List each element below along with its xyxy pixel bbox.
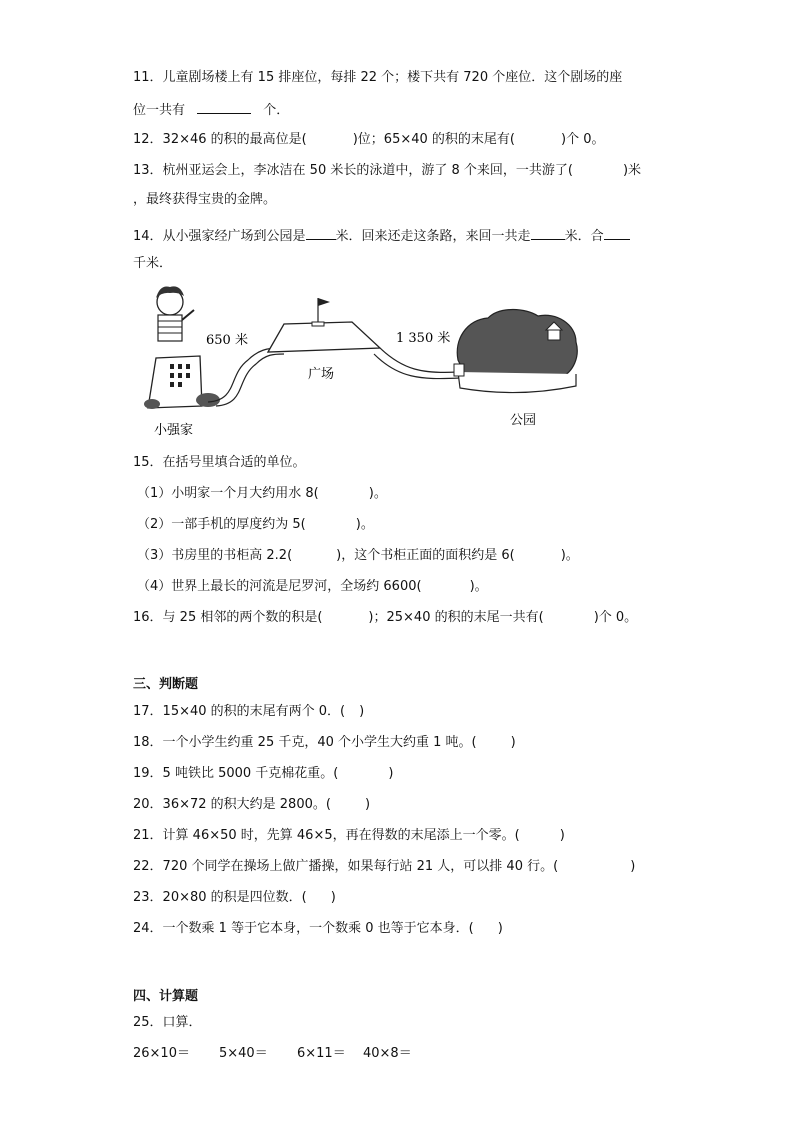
park-icon bbox=[454, 310, 577, 393]
q11-line2: 位一共有 个． bbox=[133, 99, 289, 121]
q14-line1: 14．从小强家经广场到公园是 米．回来还走这条路，来回一共走 米．合 bbox=[133, 225, 630, 247]
answer-blank[interactable] bbox=[531, 225, 565, 240]
q13-line1: 13．杭州亚运会上，李冰洁在 50 米长的泳道中，游了 8 个来回，一共游了( )米 bbox=[133, 163, 642, 178]
answer-blank[interactable] bbox=[306, 225, 336, 240]
section-judgement-title: 三、判断题 bbox=[133, 677, 199, 692]
judge-item: 22．720 个同学在操场上做广播操，如果每行站 21 人，可以排 40 行。( ) bbox=[133, 859, 636, 874]
boy-illustration bbox=[156, 286, 194, 341]
home-label: 小强家 bbox=[154, 423, 194, 438]
home-building-icon bbox=[144, 356, 220, 409]
section-calculation-title: 四、计算题 bbox=[133, 989, 199, 1004]
q15-item-1: （1）小明家一个月大约用水 8( )。 bbox=[137, 486, 387, 501]
q15-title: 15．在括号里填合适的单位。 bbox=[133, 455, 306, 470]
mental-math-item: 40×8＝ bbox=[363, 1046, 412, 1061]
square-plaza-icon bbox=[268, 298, 380, 352]
judge-item: 19．5 吨铁比 5000 千克棉花重。( ) bbox=[133, 766, 394, 781]
q11-line1: 11．儿童剧场楼上有 15 排座位，每排 22 个；楼下共有 720 个座位．这个剧场的座 bbox=[133, 70, 623, 85]
mental-math-item: 6×11＝ bbox=[297, 1046, 346, 1061]
q25-title: 25．口算． bbox=[133, 1015, 202, 1030]
judge-item: 17．15×40 的积的末尾有两个 0．( ) bbox=[133, 704, 365, 719]
judge-item: 23．20×80 的积是四位数．( ) bbox=[133, 890, 336, 905]
q16: 16．与 25 相邻的两个数的积是( )；25×40 的积的末尾一共有( )个 0。 bbox=[133, 610, 638, 625]
road-square-park bbox=[380, 348, 458, 372]
mental-math-item: 26×10＝ bbox=[133, 1046, 190, 1061]
q25-items bbox=[133, 1044, 433, 1064]
park-label: 公园 bbox=[510, 413, 537, 428]
route-figure bbox=[128, 280, 598, 440]
q14-line2: 千米． bbox=[133, 256, 173, 271]
q15-item-4: （4）世界上最长的河流是尼罗河，全场约 6600( )。 bbox=[137, 579, 488, 594]
distance-650: 650 米 bbox=[206, 333, 248, 348]
judge-item: 21．计算 46×50 时，先算 46×5，再在得数的末尾添上一个零。( ) bbox=[133, 828, 565, 843]
q13-line2: ，最终获得宝贵的金牌。 bbox=[133, 192, 277, 207]
judge-item: 20．36×72 的积大约是 2800。( ) bbox=[133, 797, 371, 812]
judge-item: 24．一个数乘 1 等于它本身，一个数乘 0 也等于它本身．( ) bbox=[133, 921, 503, 936]
answer-blank[interactable] bbox=[197, 99, 251, 114]
mental-math-item: 5×40＝ bbox=[219, 1046, 268, 1061]
judge-item: 18．一个小学生约重 25 千克，40 个小学生大约重 1 吨。( ) bbox=[133, 735, 516, 750]
answer-blank[interactable] bbox=[604, 225, 630, 240]
distance-1350: 1 350 米 bbox=[396, 331, 451, 346]
q15-item-2: （2）一部手机的厚度约为 5( )。 bbox=[137, 517, 374, 532]
square-label: 广场 bbox=[308, 367, 335, 382]
q15-item-3: （3）书房里的书柜高 2.2( )，这个书柜正面的面积约是 6( )。 bbox=[137, 548, 579, 563]
q12: 12．32×46 的积的最高位是( )位；65×40 的积的末尾有( )个 0。 bbox=[133, 132, 605, 147]
